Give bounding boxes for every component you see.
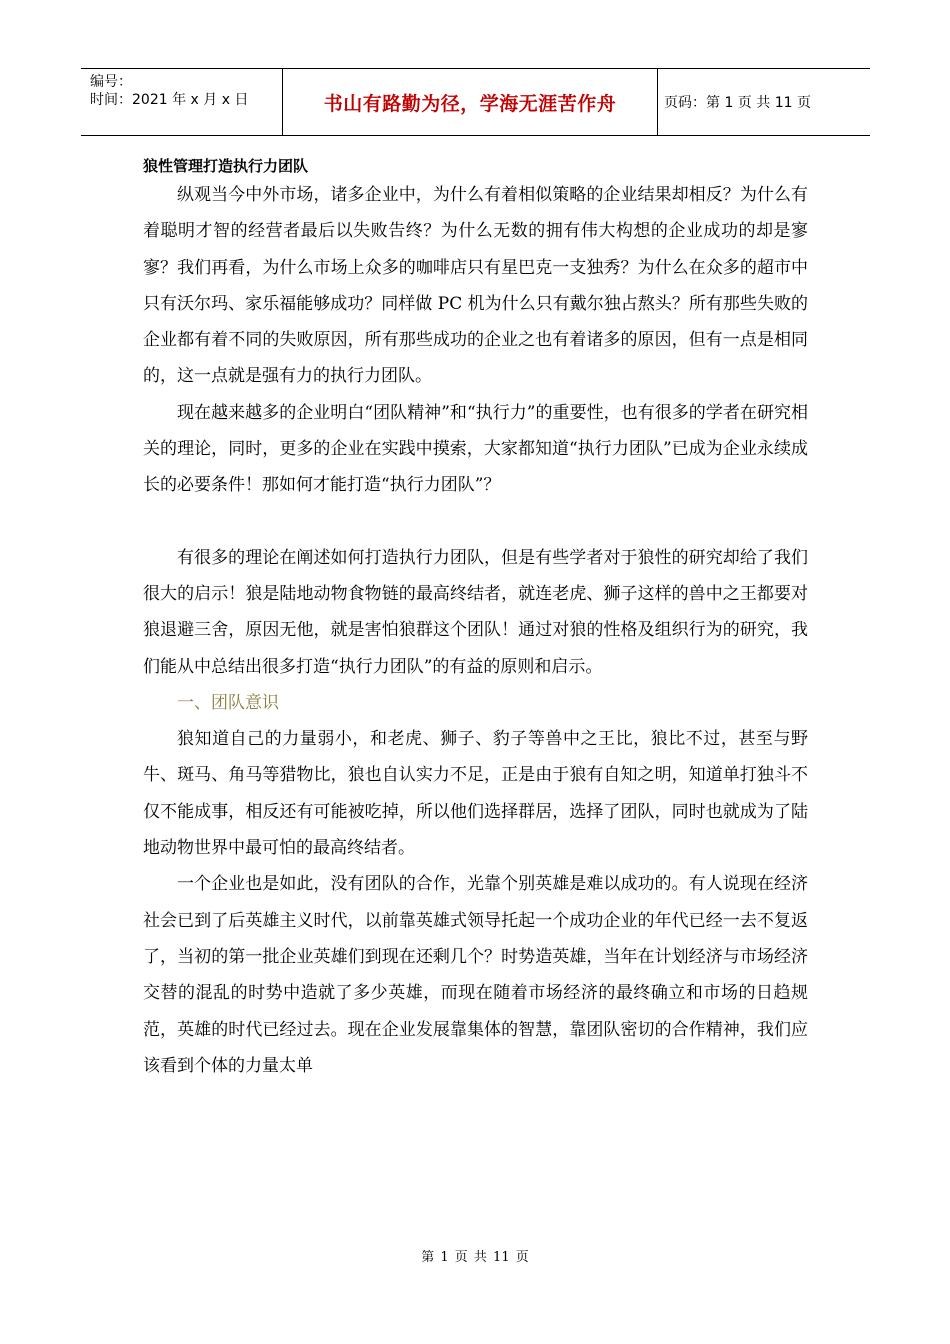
body-paragraph: 有很多的理论在阐述如何打造执行力团队，但是有些学者对于狼性的研究却给了我们很大的启示！狼是陆地动物食物链的最高终结者，就连老虎、狮子这样的兽中之王都要对狼退避三舍，原因无他，就是害怕狼群这个团队！通过对狼的性格及组织行为的研究，我们能从中总结出很多打造“执行力团队”的有益的原则和启示。: [143, 547, 808, 677]
header-page-cell: [658, 69, 870, 135]
section-heading: 一、团队意识: [177, 692, 279, 713]
header-motto-cell: [283, 69, 658, 135]
header-info-cell: [81, 69, 283, 135]
header-page-label: 页码：第 1 页 共 11 页: [664, 95, 811, 111]
body-paragraph: 现在越来越多的企业明白“团队精神”和“执行力”的重要性，也有很多的学者在研究相关的理论，同时，更多的企业在实践中摸索，大家都知道“执行力团队”已成为企业永续成长的必要条件！那如何才能打造“执行力团队”？: [143, 402, 808, 496]
document-body: [143, 155, 808, 1084]
header-table: [81, 68, 870, 136]
document-time-label: 时间：2021 年 x 月 x 日: [90, 92, 249, 108]
body-paragraph: 纵观当今中外市场，诸多企业中，为什么有着相似策略的企业结果却相反？为什么有着聪明才智的经营者最后以失败告终？为什么无数的拥有伟大构想的企业成功的却是寥寥？我们再看，为什么市场上众多的咖啡店只有星巴克一支独秀？为什么在众多的超市中只有沃尔玛、家乐福能够成功？同样做 PC 机为什么只有戴尔独占熬头？所有那些失败的企业都有着不同的失败原因，所有那些成功的企业之也有着诸多的原因，但有一点是相同的，这一点就是强有力的执行力团队。: [143, 185, 808, 387]
header-motto: 书山有路勤为径，学海无涯苦作舟: [323, 92, 617, 115]
document-title: 狼性管理打造执行力团队: [143, 157, 309, 175]
document-number-label: 编号：: [90, 74, 132, 90]
body-paragraph: 狼知道自己的力量弱小，和老虎、狮子、豹子等兽中之王比，狼比不过，甚至与野牛、斑马、角马等猎物比，狼也自认实力不足，正是由于狼有自知之明，知道单打独斗不仅不能成事，相反还有可能被吃掉，所以他们选择群居，选择了团队，同时也就成为了陆地动物世界中最可怕的最高终结者。: [143, 729, 808, 859]
page-footer: 第 1 页 共 11 页: [421, 1250, 529, 1265]
body-paragraph: 一个企业也是如此，没有团队的合作，光靠个别英雄是难以成功的。有人说现在经济社会已到了后英雄主义时代，以前靠英雄式领导托起一个成功企业的年代已经一去不复返了，当初的第一批企业英雄们到现在还剩几个？时势造英雄，当年在计划经济与市场经济交替的混乱的时势中造就了多少英雄，而现在随着市场经济的最终确立和市场的日趋规范，英雄的时代已经过去。现在企业发展靠集体的智慧，靠团队密切的合作精神，我们应该看到个体的力量太单: [143, 874, 808, 1076]
